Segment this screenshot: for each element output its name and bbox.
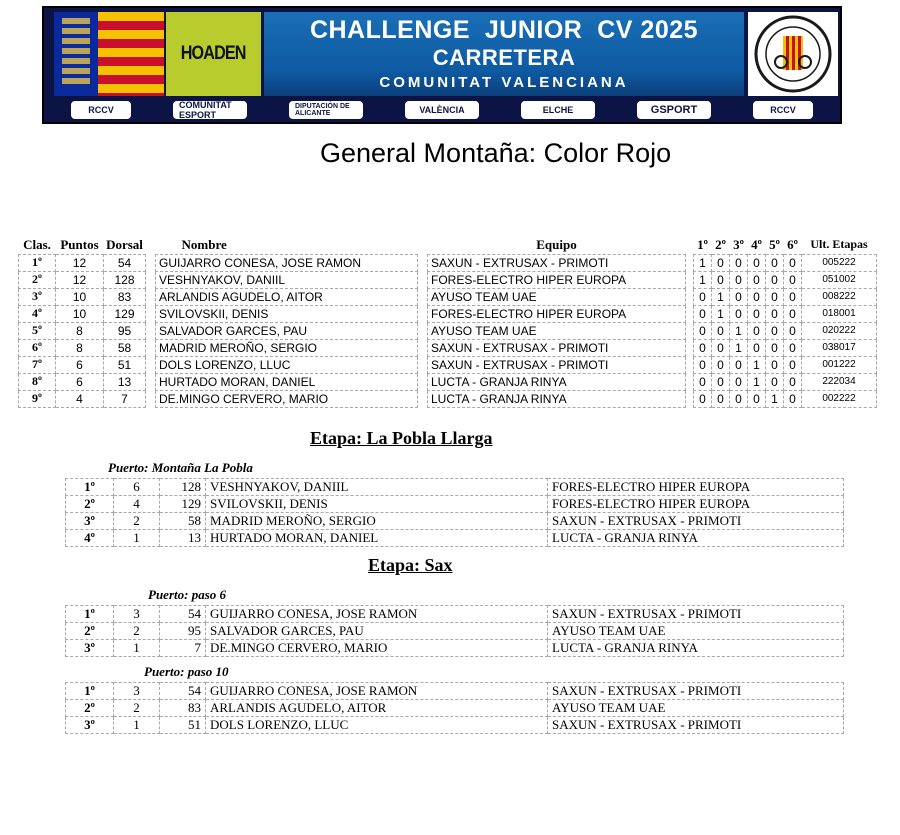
- placing-count-cell: 0: [712, 322, 730, 339]
- placing-count-cell: 0: [784, 322, 802, 339]
- stage1-port1-title: Puerto: Montaña La Pobla: [108, 460, 253, 475]
- table-row: [66, 606, 844, 623]
- rider-name-cell: VESHNYAKOV, DANIIL: [206, 479, 548, 496]
- dorsal-cell: 83: [160, 700, 206, 717]
- dorsal-cell: 54: [160, 683, 206, 700]
- team-cell: FORES-ELECTRO HIPER EUROPA: [548, 479, 844, 496]
- header-nombre: Nombre: [181, 236, 227, 252]
- dorsal-cell: 129: [160, 496, 206, 513]
- spacer: [146, 373, 156, 390]
- team-cell: FORES-ELECTRO HIPER EUROPA: [548, 496, 844, 513]
- spacer: [418, 271, 428, 288]
- position-cell: 4º: [66, 530, 114, 547]
- placing-count-cell: 1: [694, 271, 712, 288]
- placing-count-cell: 0: [766, 373, 784, 390]
- rider-name-cell: SALVADOR GARCES, PAU: [156, 322, 418, 339]
- rider-name-cell: DOLS LORENZO, LLUC: [156, 356, 418, 373]
- last-stages-cell: 018001: [802, 305, 877, 322]
- rider-name-cell: HURTADO MORAN, DANIEL: [156, 373, 418, 390]
- spacer: [146, 339, 156, 356]
- position-cell: 3º: [66, 717, 114, 734]
- team-cell: LUCTA - GRANJA RINYA: [428, 390, 686, 407]
- team-cell: SAXUN - EXTRUSAX - PRIMOTI: [548, 606, 844, 623]
- team-cell: AYUSO TEAM UAE: [428, 288, 686, 305]
- rider-name-cell: SVILOVSKII, DENIS: [156, 305, 418, 322]
- rider-name-cell: SALVADOR GARCES, PAU: [206, 623, 548, 640]
- rider-name-cell: DE.MINGO CERVERO, MARIO: [206, 640, 548, 657]
- placing-count-cell: 0: [748, 305, 766, 322]
- banner-title-line3: COMUNITAT VALENCIANA: [379, 74, 629, 91]
- placing-count-cell: 0: [730, 271, 748, 288]
- rider-name-cell: GUIJARRO CONESA, JOSE RAMON: [206, 683, 548, 700]
- header-3: 3º: [733, 236, 744, 252]
- stage1-port1-table: [65, 478, 844, 547]
- header-clas: Clas.: [23, 236, 51, 252]
- placing-count-cell: 0: [766, 305, 784, 322]
- placing-count-cell: 0: [766, 356, 784, 373]
- rider-name-cell: DE.MINGO CERVERO, MARIO: [156, 390, 418, 407]
- placing-count-cell: 1: [748, 373, 766, 390]
- sponsor-logo: RCCV: [753, 101, 813, 119]
- placing-count-cell: 0: [694, 390, 712, 407]
- placing-count-cell: 0: [730, 390, 748, 407]
- points-cell: 6: [56, 373, 104, 390]
- spacer: [146, 288, 156, 305]
- points-cell: 8: [56, 322, 104, 339]
- banner-title-panel: [264, 12, 744, 96]
- dorsal-cell: 51: [160, 717, 206, 734]
- stage2-title: Etapa: Sax: [368, 555, 453, 575]
- last-stages-cell: 001222: [802, 356, 877, 373]
- stage2-port1-table: [65, 605, 844, 657]
- team-cell: AYUSO TEAM UAE: [548, 700, 844, 717]
- spacer: [418, 322, 428, 339]
- last-stages-cell: 020222: [802, 322, 877, 339]
- points-cell: 4: [114, 496, 160, 513]
- team-cell: SAXUN - EXTRUSAX - PRIMOTI: [428, 339, 686, 356]
- points-cell: 1: [114, 717, 160, 734]
- header-4: 4º: [751, 236, 762, 252]
- spacer: [686, 288, 694, 305]
- placing-count-cell: 0: [730, 356, 748, 373]
- table-row: [19, 339, 877, 356]
- rider-name-cell: MADRID MEROÑO, SERGIO: [206, 513, 548, 530]
- placing-count-cell: 0: [748, 390, 766, 407]
- spacer: [418, 356, 428, 373]
- position-cell: 7º: [19, 356, 56, 373]
- hoaden-logo: [166, 12, 261, 96]
- placing-count-cell: 0: [694, 322, 712, 339]
- placing-count-cell: 0: [748, 254, 766, 271]
- spacer: [418, 339, 428, 356]
- placing-count-cell: 0: [712, 356, 730, 373]
- placing-count-cell: 1: [730, 322, 748, 339]
- banner-title-line1: CHALLENGE JUNIOR CV 2025: [309, 16, 699, 44]
- sponsor-logo: VALÈNCIA: [405, 101, 479, 119]
- team-cell: AYUSO TEAM UAE: [428, 322, 686, 339]
- position-cell: 2º: [66, 700, 114, 717]
- placing-count-cell: 0: [766, 288, 784, 305]
- hoaden-logo-text: HOADEN: [181, 43, 246, 64]
- placing-count-cell: 1: [748, 356, 766, 373]
- table-row: [19, 254, 877, 271]
- spacer: [146, 305, 156, 322]
- position-cell: 2º: [66, 623, 114, 640]
- placing-count-cell: 1: [766, 390, 784, 407]
- header-5: 5º: [769, 236, 780, 252]
- page-title: General Montaña: Color Rojo: [320, 138, 672, 168]
- table-row: [19, 390, 877, 407]
- position-cell: 8º: [19, 373, 56, 390]
- position-cell: 5º: [19, 322, 56, 339]
- sponsor-logo: COMUNITAT ESPORT: [173, 101, 247, 119]
- placing-count-cell: 0: [712, 390, 730, 407]
- position-cell: 1º: [66, 683, 114, 700]
- placing-count-cell: 0: [748, 271, 766, 288]
- position-cell: 9º: [19, 390, 56, 407]
- points-cell: 1: [114, 530, 160, 547]
- dorsal-cell: 95: [160, 623, 206, 640]
- header-2: 2º: [715, 236, 726, 252]
- placing-count-cell: 0: [784, 288, 802, 305]
- points-cell: 12: [56, 254, 104, 271]
- position-cell: 4º: [19, 305, 56, 322]
- team-cell: SAXUN - EXTRUSAX - PRIMOTI: [428, 356, 686, 373]
- position-cell: 3º: [66, 640, 114, 657]
- dorsal-cell: 129: [104, 305, 146, 322]
- placing-count-cell: 0: [730, 254, 748, 271]
- position-cell: 2º: [19, 271, 56, 288]
- table-row: [19, 322, 877, 339]
- table-row: [66, 513, 844, 530]
- dorsal-cell: 128: [104, 271, 146, 288]
- rider-name-cell: ARLANDIS AGUDELO, AITOR: [206, 700, 548, 717]
- dorsal-cell: 13: [160, 530, 206, 547]
- placing-count-cell: 0: [712, 339, 730, 356]
- last-stages-cell: 038017: [802, 339, 877, 356]
- last-stages-cell: 051002: [802, 271, 877, 288]
- spacer: [418, 305, 428, 322]
- team-cell: AYUSO TEAM UAE: [548, 623, 844, 640]
- spacer: [686, 390, 694, 407]
- sponsor-logo: GSPORT: [637, 101, 711, 119]
- position-cell: 3º: [66, 513, 114, 530]
- rider-name-cell: ARLANDIS AGUDELO, AITOR: [156, 288, 418, 305]
- placing-count-cell: 1: [712, 288, 730, 305]
- header-6: 6º: [787, 236, 798, 252]
- spacer: [418, 390, 428, 407]
- table-row: [19, 288, 877, 305]
- placing-count-cell: 0: [748, 339, 766, 356]
- spacer: [146, 322, 156, 339]
- rider-name-cell: DOLS LORENZO, LLUC: [206, 717, 548, 734]
- table-header-row: [19, 236, 877, 254]
- sponsor-strip: [44, 98, 840, 122]
- general-classification-table: [18, 236, 877, 408]
- spacer: [686, 305, 694, 322]
- sponsor-logo: RCCV: [71, 101, 131, 119]
- points-cell: 10: [56, 288, 104, 305]
- spacer: [146, 254, 156, 271]
- table-row: [66, 640, 844, 657]
- placing-count-cell: 0: [694, 339, 712, 356]
- position-cell: 2º: [66, 496, 114, 513]
- team-cell: SAXUN - EXTRUSAX - PRIMOTI: [548, 717, 844, 734]
- stage2-port1-title: Puerto: paso 6: [148, 587, 226, 602]
- placing-count-cell: 0: [694, 305, 712, 322]
- placing-count-cell: 0: [712, 271, 730, 288]
- table-row: [19, 356, 877, 373]
- header-puntos: Puntos: [60, 236, 99, 252]
- stage2-port2-title: Puerto: paso 10: [144, 664, 229, 679]
- rider-name-cell: MADRID MEROÑO, SERGIO: [156, 339, 418, 356]
- spacer: [418, 288, 428, 305]
- points-cell: 4: [56, 390, 104, 407]
- points-cell: 10: [56, 305, 104, 322]
- position-cell: 6º: [19, 339, 56, 356]
- last-stages-cell: 002222: [802, 390, 877, 407]
- points-cell: 2: [114, 513, 160, 530]
- table-row: [66, 700, 844, 717]
- placing-count-cell: 0: [712, 254, 730, 271]
- spacer: [686, 271, 694, 288]
- placing-count-cell: 0: [712, 373, 730, 390]
- rider-name-cell: GUIJARRO CONESA, JOSE RAMON: [156, 254, 418, 271]
- points-cell: 1: [114, 640, 160, 657]
- dorsal-cell: 95: [104, 322, 146, 339]
- stage1-title: Etapa: La Pobla Llarga: [310, 428, 493, 448]
- placing-count-cell: 0: [748, 322, 766, 339]
- rider-name-cell: GUIJARRO CONESA, JOSE RAMON: [206, 606, 548, 623]
- placing-count-cell: 1: [694, 254, 712, 271]
- dorsal-cell: 83: [104, 288, 146, 305]
- spacer: [686, 322, 694, 339]
- placing-count-cell: 0: [784, 339, 802, 356]
- table-row: [66, 479, 844, 496]
- placing-count-cell: 0: [694, 373, 712, 390]
- team-cell: FORES-ELECTRO HIPER EUROPA: [428, 271, 686, 288]
- placing-count-cell: 0: [784, 356, 802, 373]
- placing-count-cell: 0: [766, 271, 784, 288]
- header-ult-etapas: Ult. Etapas: [810, 237, 868, 252]
- points-cell: 3: [114, 606, 160, 623]
- placing-count-cell: 0: [784, 305, 802, 322]
- placing-count-cell: 1: [712, 305, 730, 322]
- spacer: [686, 373, 694, 390]
- team-cell: LUCTA - GRANJA RINYA: [428, 373, 686, 390]
- team-cell: SAXUN - EXTRUSAX - PRIMOTI: [428, 254, 686, 271]
- last-stages-cell: 222034: [802, 373, 877, 390]
- team-cell: LUCTA - GRANJA RINYA: [548, 640, 844, 657]
- spacer: [686, 254, 694, 271]
- dorsal-cell: 7: [160, 640, 206, 657]
- placing-count-cell: 0: [730, 288, 748, 305]
- table-row: [19, 373, 877, 390]
- table-row: [66, 717, 844, 734]
- rider-name-cell: HURTADO MORAN, DANIEL: [206, 530, 548, 547]
- team-cell: SAXUN - EXTRUSAX - PRIMOTI: [548, 683, 844, 700]
- team-cell: FORES-ELECTRO HIPER EUROPA: [428, 305, 686, 322]
- points-cell: 6: [56, 356, 104, 373]
- banner-title-line2: CARRETERA: [432, 45, 576, 70]
- spacer: [418, 373, 428, 390]
- dorsal-cell: 54: [160, 606, 206, 623]
- last-stages-cell: 008222: [802, 288, 877, 305]
- dorsal-cell: 58: [104, 339, 146, 356]
- senyera-flag-icon: [54, 12, 164, 96]
- dorsal-cell: 128: [160, 479, 206, 496]
- placing-count-cell: 1: [730, 339, 748, 356]
- dorsal-cell: 13: [104, 373, 146, 390]
- rider-name-cell: SVILOVSKII, DENIS: [206, 496, 548, 513]
- placing-count-cell: 0: [784, 254, 802, 271]
- table-row: [66, 683, 844, 700]
- stage2-port2-table: [65, 682, 844, 734]
- placing-count-cell: 0: [784, 271, 802, 288]
- spacer: [686, 339, 694, 356]
- spacer: [146, 271, 156, 288]
- dorsal-cell: 7: [104, 390, 146, 407]
- placing-count-cell: 0: [748, 288, 766, 305]
- spacer: [418, 254, 428, 271]
- position-cell: 1º: [66, 606, 114, 623]
- team-cell: LUCTA - GRANJA RINYA: [548, 530, 844, 547]
- placing-count-cell: 0: [784, 390, 802, 407]
- sponsor-logo: ELCHE: [521, 101, 595, 119]
- spacer: [146, 390, 156, 407]
- position-cell: 1º: [66, 479, 114, 496]
- dorsal-cell: 58: [160, 513, 206, 530]
- points-cell: 3: [114, 683, 160, 700]
- placing-count-cell: 0: [766, 254, 784, 271]
- last-stages-cell: 005222: [802, 254, 877, 271]
- spacer: [146, 356, 156, 373]
- table-row: [19, 271, 877, 288]
- placing-count-cell: 0: [730, 373, 748, 390]
- placing-count-cell: 0: [730, 305, 748, 322]
- event-banner: [42, 6, 842, 124]
- points-cell: 2: [114, 700, 160, 717]
- header-1: 1º: [697, 236, 708, 252]
- placing-count-cell: 0: [694, 356, 712, 373]
- placing-count-cell: 0: [766, 322, 784, 339]
- rider-name-cell: VESHNYAKOV, DANIIL: [156, 271, 418, 288]
- federation-seal-icon: [748, 12, 838, 96]
- placing-count-cell: 0: [784, 373, 802, 390]
- placing-count-cell: 0: [766, 339, 784, 356]
- position-cell: 3º: [19, 288, 56, 305]
- team-cell: SAXUN - EXTRUSAX - PRIMOTI: [548, 513, 844, 530]
- position-cell: 1º: [19, 254, 56, 271]
- sponsor-logo: DIPUTACIÓN DE ALICANTE: [289, 101, 363, 119]
- points-cell: 2: [114, 623, 160, 640]
- table-row: [66, 530, 844, 547]
- points-cell: 12: [56, 271, 104, 288]
- points-cell: 6: [114, 479, 160, 496]
- dorsal-cell: 51: [104, 356, 146, 373]
- table-row: [19, 305, 877, 322]
- dorsal-cell: 54: [104, 254, 146, 271]
- spacer: [686, 356, 694, 373]
- placing-count-cell: 0: [694, 288, 712, 305]
- header-dorsal: Dorsal: [106, 236, 143, 252]
- table-row: [66, 623, 844, 640]
- table-row: [66, 496, 844, 513]
- header-equipo: Equipo: [536, 236, 577, 252]
- points-cell: 8: [56, 339, 104, 356]
